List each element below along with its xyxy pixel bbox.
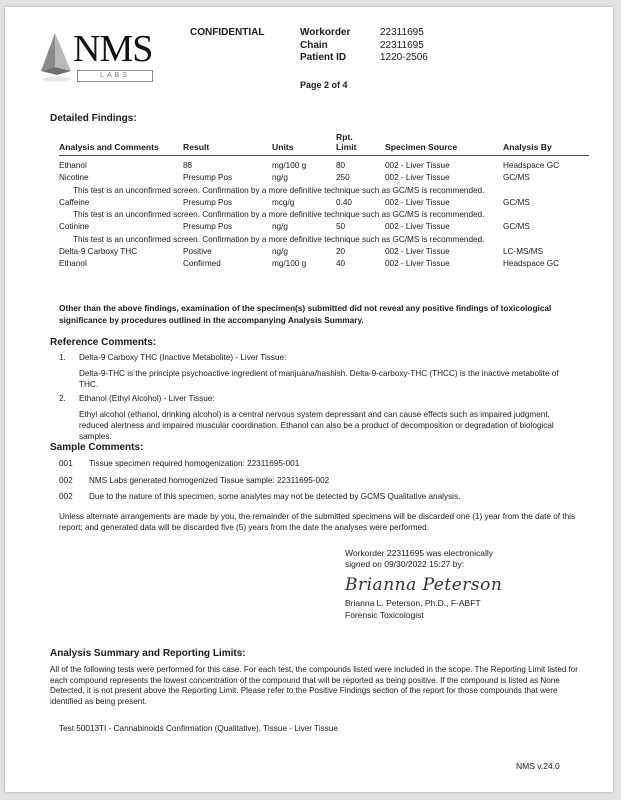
version-label: NMS v.24.0: [516, 761, 560, 771]
confidential-label: CONFIDENTIAL: [190, 27, 265, 38]
meta-workorder: Workorder 22311695: [300, 27, 424, 38]
reference-heading-text: Delta-9 Carboxy THC (Inactive Metabolite) - Liver Tissue:: [79, 353, 287, 362]
sample-heading: Sample Comments:: [50, 442, 144, 453]
reference-heading: Reference Comments:: [50, 337, 157, 348]
case-meta: [300, 27, 428, 65]
table-row: Ethanol 88 mg/100 g 80 002 - Liver Tissue Headspace GC: [59, 161, 559, 170]
table-note: This test is an unconfirmed screen. Confirmation by a more definitive technique such as GC/MS is recommended.: [73, 234, 485, 244]
sample-list: [59, 458, 579, 508]
nms-labs-logo: [35, 27, 153, 87]
table-row: Nicotine Presump Pos ng/g 250 002 - Liver Tissue GC/MS: [59, 173, 530, 183]
signer-name: Brianna L. Peterson, Ph.D., F-ABFT: [345, 598, 481, 609]
col-analysis-by: Analysis By: [503, 142, 552, 152]
table-note: This test is an unconfirmed screen. Confirmation by a more definitive technique such as GC/MS is recommended.: [73, 185, 485, 195]
analysis-heading: Analysis Summary and Reporting Limits:: [50, 648, 246, 659]
test-description: Test 50013TI - Cannabinoids Confirmation (Qualitative), Tissue - Liver Tissue: [59, 724, 338, 733]
signature-block: [345, 548, 565, 621]
meta-patient-id: Patient ID 1220-2506: [300, 52, 428, 63]
findings-summary: Other than the above findings, examination of the specimen(s) submitted did not reveal any positive findings of toxicological significance by procedures outlined in the accompanying Analysis Summary.: [59, 303, 552, 325]
col-specimen-source: Specimen Source: [385, 142, 458, 152]
signer-role: Forensic Toxicologist: [345, 609, 424, 620]
table-row: Delta-9 Carboxy THC Positive ng/g 20 002 - Liver Tissue LC-MS/MS: [59, 247, 544, 257]
reference-item: 1. Delta-9 Carboxy THC (Inactive Metabolite) - Liver Tissue: Delta-9-THC is the principle psychoactive ingredient of marijuana/hashish. Delta-9-carboxy-THC (THCC) is the inactive metabolite of THC.: [59, 353, 579, 390]
sample-item: 002 NMS Labs generated homogenized Tissue sample: 22311695-002: [59, 475, 330, 485]
chain-value: 22311695: [380, 39, 424, 51]
findings-heading: Detailed Findings:: [50, 113, 137, 124]
signature-line-2: signed on 09/30/2022 15:27 by:: [345, 559, 465, 570]
report-page: [5, 7, 613, 792]
logo-wordmark: NMS: [73, 28, 153, 70]
col-result: Result: [183, 142, 210, 152]
table-row: Ethanol Confirmed mg/100 g 40 002 - Liver Tissue Headspace GC: [59, 259, 559, 269]
pyramid-icon: [37, 31, 77, 86]
sample-item: 001 Tissue specimen required homogenization: 22311695-001: [59, 459, 300, 468]
reference-item: 2. Ethanol (Ethyl Alcohol) - Liver Tissue: Ethyl alcohol (ethanol, drinking alcohol) is a central nervous system depressant and can cause effects such as impaired judgment, reduced alertness and impaired muscular coordination. Ethanol can also be a product of decomposition or degradation of biological samples.: [59, 394, 579, 442]
table-note: This test is an unconfirmed screen. Confirmation by a more definitive technique such as GC/MS is recommended.: [73, 210, 485, 220]
handwritten-signature: Brianna Peterson: [345, 575, 503, 596]
table-row: Caffeine Presump Pos mcg/g 0.40 002 - Liver Tissue GC/MS: [59, 197, 530, 207]
meta-chain: Chain 22311695: [300, 39, 424, 51]
findings-table-header: [59, 126, 589, 156]
col-analysis: Analysis and Comments: [59, 142, 159, 152]
analysis-text: All of the following tests were performed for this case. For each test, the compounds listed were included in the scope. The Reporting Limit listed for each compound represents the lowest concentration of the compound that will be reported as being positive. If the compound is listed as None Detected, it is not present above the Reporting Limit. Please refer to the Positive Findings section of the report for those compounds that were identified as being present.: [50, 665, 579, 707]
logo-labs-box: LABS: [77, 70, 153, 82]
findings-table: [59, 126, 589, 271]
sample-item: 002 Due to the nature of this specimen, some analytes may not be detected by GCMS Qualitative analysis.: [59, 492, 461, 501]
signature-line-1: Workorder 22311695 was electronically: [345, 548, 494, 558]
patient-id-value: 1220-2506: [380, 52, 428, 63]
reference-heading-text: Ethanol (Ethyl Alcohol) - Liver Tissue:: [79, 394, 215, 404]
col-units: Units: [272, 142, 294, 152]
discard-notice: Unless alternate arrangements are made by you, the remainder of the submitted specimens will be discarded one (1) year from the date of this report; and generated data will be discarded five (5) years from the date the analyses were performed.: [59, 512, 576, 532]
col-rpt-limit: Rpt. Limit: [336, 132, 357, 152]
table-row: Cotinine Presump Pos ng/g 50 002 - Liver Tissue GC/MS: [59, 222, 530, 232]
reference-body: Ethyl alcohol (ethanol, drinking alcohol) is a central nervous system depressant and can cause effects such as impaired judgment, reduced alertness and impaired muscular coordination. Ethanol can also be a product of decomposition or degradation of biological samples.: [79, 410, 554, 441]
workorder-value: 22311695: [380, 27, 424, 38]
page-number: Page 2 of 4: [300, 80, 348, 90]
reference-list: [59, 353, 579, 447]
reference-body: Delta-9-THC is the principle psychoactive ingredient of marijuana/hashish. Delta-9-carboxy-THC (THCC) is the inactive metabolite of THC.: [79, 368, 559, 389]
